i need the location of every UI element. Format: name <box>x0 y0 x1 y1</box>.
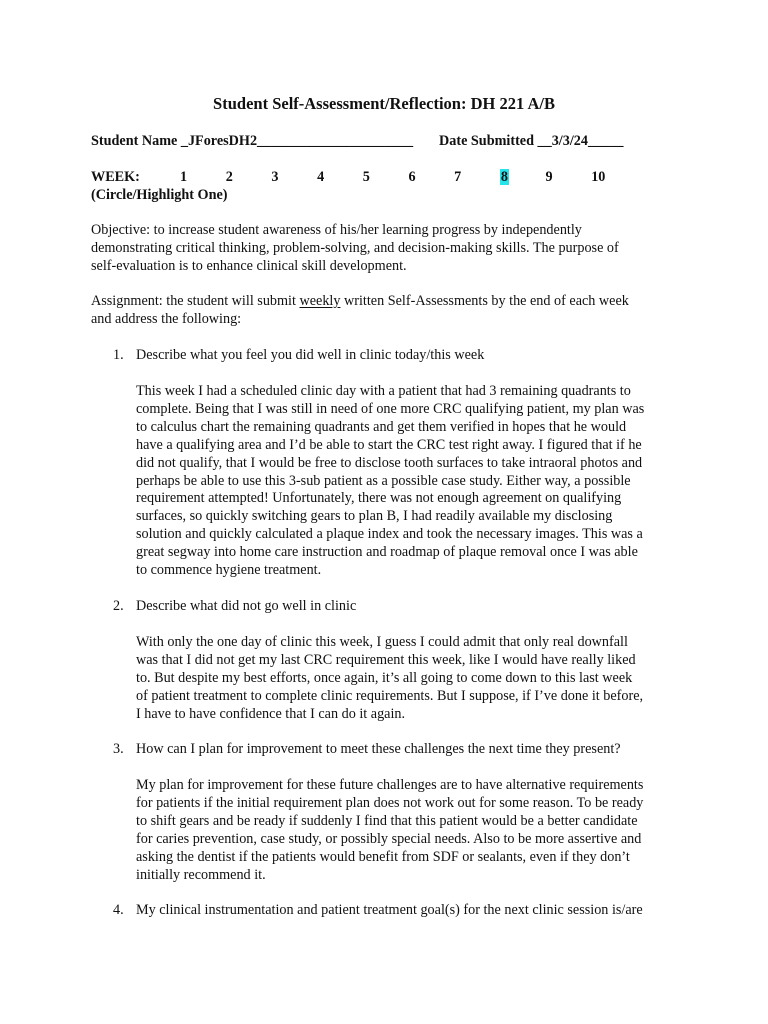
objective-line: Objective: to increase student awareness of his/her learning progress by independently <box>91 222 582 238</box>
assignment-paragraph <box>91 293 691 329</box>
answer-line: great segway into home care instruction and roadmap of plaque removal once I was able <box>136 544 638 561</box>
answer-line: solution and quickly calculated a plaque index and took the necessary images. This was a <box>136 526 643 543</box>
week-selector <box>91 169 637 187</box>
answer-line: surfaces, so quickly switching gears to plan B, I had readily available my disclosing <box>136 508 613 525</box>
answer-line: to calculus chart the remaining quadrants and get them verified in hopes that he would <box>136 418 627 435</box>
question-number: 3. <box>113 741 124 757</box>
question-text: Describe what you feel you did well in clinic today/this week <box>136 347 485 363</box>
assignment-emphasis: weekly <box>299 293 341 309</box>
assignment-line-2: and address the following: <box>91 310 242 327</box>
answer-line: for patients if the initial requirement plan does not work out for some reason. To be ready <box>136 794 644 811</box>
week-option-8-highlighted[interactable] <box>500 169 546 187</box>
question-text: Describe what did not go well in clinic <box>136 598 357 614</box>
answer-line: of patient treatment to complete clinic requirements. But I suppose, if I’ve done it before, <box>136 687 644 704</box>
assignment-suffix: written Self-Assessments by the end of each week <box>340 293 629 309</box>
answer-line: With only the one day of clinic this week, I guess I could admit that only real downfall <box>136 634 628 650</box>
week-option-4[interactable]: 4 <box>317 169 325 185</box>
answer-line: perhaps be able to use this 3-sub patient as a possible case study. Either way, a possible <box>136 472 631 489</box>
week-option-3[interactable]: 3 <box>271 169 279 185</box>
week-option-6[interactable]: 6 <box>408 169 416 185</box>
student-name-field: Student Name _JForesDH2______________________ <box>91 133 414 149</box>
answer-line: My plan for improvement for these future challenges are to have alternative requirements <box>136 777 644 793</box>
objective-paragraph <box>91 222 691 276</box>
answer-line: This week I had a scheduled clinic day with a patient that had 3 remaining quadrants to <box>136 383 631 399</box>
week-highlight: 8 <box>500 169 508 185</box>
assignment-prefix: Assignment: the student will submit <box>91 293 300 309</box>
date-submitted-field: Date Submitted __3/3/24_____ <box>439 133 624 149</box>
answer-line: I have to have confidence that I can do it again. <box>136 705 406 722</box>
assignment-line-1 <box>91 293 691 311</box>
answer-line: to commence hygiene treatment. <box>136 562 322 579</box>
week-label: WEEK: <box>91 169 140 185</box>
week-option-7[interactable]: 7 <box>454 169 462 185</box>
answer-block <box>136 634 696 724</box>
objective-line: self-evaluation is to enhance clinical skill development. <box>91 257 407 274</box>
question-text: My clinical instrumentation and patient treatment goal(s) for the next clinic session is/are <box>136 902 643 918</box>
page-title: Student Self-Assessment/Reflection: DH 221 A/B <box>213 94 555 113</box>
answer-line: requirement attempted! Unfortunately, there was not enough agreement on qualifying <box>136 490 622 507</box>
week-option-9[interactable]: 9 <box>545 169 553 185</box>
question-number: 4. <box>113 902 124 918</box>
answer-line: have a qualifying area and I’d be able to start the CRC test right away. I figured that if he <box>136 436 642 453</box>
answer-line: to. But despite my best efforts, once again, it’s all going to come down to this last week <box>136 669 633 686</box>
objective-line: demonstrating critical thinking, problem-solving, and decision-making skills. The purpose of <box>91 239 619 256</box>
answer-line: complete. Being that I was still in need of one more CRC qualifying patient, my plan was <box>136 400 645 417</box>
week-option-2[interactable]: 2 <box>225 169 233 185</box>
question-number: 1. <box>113 347 124 363</box>
question-text: How can I plan for improvement to meet these challenges the next time they present? <box>136 741 621 757</box>
week-instruction: (Circle/Highlight One) <box>91 187 228 203</box>
week-option-1[interactable]: 1 <box>180 169 188 185</box>
answer-block <box>136 777 696 884</box>
answer-line: was that I did not get my last CRC requirement this week, like I would have really liked <box>136 651 636 668</box>
week-option-10[interactable]: 10 <box>591 169 606 185</box>
answer-line: for caries prevention, case study, or possibly special needs. Also to be more assertive and <box>136 830 642 847</box>
answer-line: asking the dentist if the patients would benefit from SDF or sealants, even if they don’t <box>136 848 630 865</box>
answer-line: to shift gears and be ready if suddenly I find that this patient would be a better candidate <box>136 812 638 829</box>
answer-line: did not qualify, that I would be free to disclose tooth surfaces to take intraoral photos and <box>136 454 643 471</box>
question-number: 2. <box>113 598 124 614</box>
week-option-5[interactable]: 5 <box>362 169 370 185</box>
answer-line: initially recommend it. <box>136 866 266 883</box>
answer-block <box>136 383 696 580</box>
